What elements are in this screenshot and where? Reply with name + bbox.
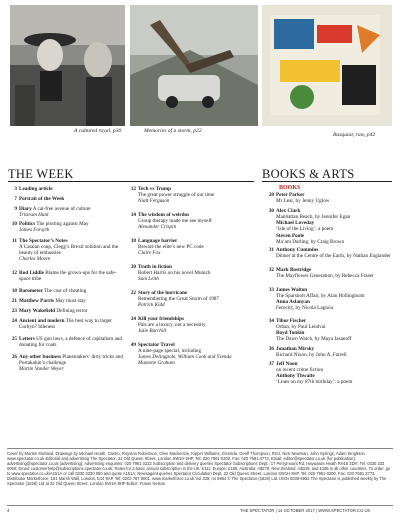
toc-entry-politics[interactable]: 10 Politics The plotting against May James Forsyth: [11, 221, 89, 234]
books-arts-rule: [262, 181, 392, 182]
credits-rule: [7, 448, 393, 449]
books-entry-jonathan-mirsky[interactable]: 36 Jonathan Mirsky Richard Nixon, by John A. Farrell: [268, 346, 347, 359]
books-entry-alex-clark[interactable]: 30 Alex Clark Manhattan Beach, by Jennifer Egan Michael Loveday ‘Isle of the Living’: a poem: [268, 208, 351, 233]
toc-entry-ancient-modern[interactable]: 24 Ancient and modern The best way to target Corbyn? Idleness: [11, 318, 112, 331]
toc-entry-leading-article[interactable]: 3 Leading article: [14, 186, 53, 192]
toc-entry-spectators-notes[interactable]: 11 The Spectator’s Notes A Catalan coup, Clegg’s Brexit solution and the beauty of embassies Charles Moore: [12, 238, 119, 263]
books-entry-anthony-cummins[interactable]: 31 Anthony Cummins Dinner at the Centre of the Earth, by Nathan Englander: [268, 247, 391, 260]
credits-text: Cover by Morten Morland. Drawings by Michael Heath, Castro, Royston Robertson, Clive Mackenzie, Kipper Williams, Grizelda, Geoff Thompson, RGJ, Nick Newman, John Springs, Adam Singleton www.spectator.co.uk Editorial and advertising The Spectator, 22 Old Queen Street, London SW1H 9HP, Tel: 020 7961 0200, Fax: 020 7681 3773, Email: editor@spectator.co.uk (for publication); advertising@spectator.co.uk (advertising); Advertising enquiries: 020 7961 0222 Subscription and delivery queries Spectator Subscriptions Dept., 17 Perrymount Rd, Haywards Heath RH16 3DH; Tel: 0330 333 0050; Email: customerhelp@subscriptions.spectator.co.uk; Rates for a basic annual subscription in the UK: £111; Europe: £185; Australia: A$279; New Zealand: A$349; and £195 in all other countries. To order, go to www.spectator.co.uk/A151A or call 0330 3330 050 and quote A151A; Newsagent queries Spectator Circulation Dept, 22 Old Queen Street, London SW1H 9HP, Tel: 020 7961 0200, Fax: 020 7681 3773. Distributor Marketforce, 161 Marsh Wall, London, E14 9AP. Tel: 0203 787 9001. www.marketforce.co.uk Vol 335; no 9864 © The Spectator (1828) Ltd. ISSN 0038-6952 The Spectator is published weekly by The Spectator (1828) Ltd at 22 Old Queen Street, London SW1H 9HP Editor: Fraser Nelson: [7, 451, 391, 486]
toc-entry-any-other-business[interactable]: 26 Any other business Planemakers’ dirty tricks and Portakabin’s challenge Martin Vander Weyer: [11, 354, 123, 373]
books-entry-jeff-noon[interactable]: 37 Jeff Noon on recent crime fiction Anthony Thwaite ‘Lines on my 87th birthday’: a poem: [268, 361, 353, 386]
toc-entry-tech-vs-trump[interactable]: 12 Tech vs Trump The great power struggle of our time Niall Ferguson: [130, 186, 215, 205]
toc-entry-diary[interactable]: 9 Diary A cat-free avenue of culture Tristram Hunt: [14, 206, 91, 219]
royal-photo: [10, 5, 125, 126]
toc-entry-language-barrier[interactable]: 18 Language barrier Beware the elite’s new PC code Claire Fox: [130, 238, 204, 257]
books-entry-mark-bostridge[interactable]: 32 Mark Bostridge The Mayflower Generation, by Rebecca Fraser: [268, 267, 374, 280]
storm-caption: Memories of a storm, p22: [144, 128, 202, 134]
issue-info: THE SPECTATOR | 14 OCTOBER 2017 | WWW.SPECTATOR.CO.UK: [240, 508, 371, 513]
storm-photo: [130, 5, 258, 126]
the-week-rule: [8, 181, 254, 182]
toc-entry-story-of-hurricane[interactable]: 22 Story of the hurricane Remembering the Great Storm of 1987 Patrick Kidd: [130, 290, 220, 309]
basquiat-caption: Basquiat, raw, p42: [333, 132, 376, 138]
books-arts-header: BOOKS & ARTS: [262, 167, 355, 181]
the-week-header: THE WEEK: [8, 167, 74, 181]
toc-entry-kill-friendships[interactable]: 24 Kill your friendships Pals are a luxury, not a necessity Julie Burchill: [130, 316, 206, 335]
toc-entry-wisdom-of-weirdos[interactable]: 14 The wisdom of weirdos Group therapy made me see myself Alexander Crispin: [130, 212, 212, 231]
books-entry-james-walton[interactable]: 33 James Walton The Sparsholt Affair, by Alan Hollinghurst Anna Aslanyan Ferocity, by Nicola Lagioia: [268, 287, 365, 312]
books-subheader: BOOKS: [279, 185, 301, 191]
toc-entry-spectator-travel[interactable]: 49 Spectator Travel A nine-page special, including James Delingpole, William Cook and Ysenda Maxtone Graham: [130, 342, 232, 367]
toc-entry-mary-wakefield[interactable]: 23 Mary Wakefield Defining terror: [11, 308, 88, 314]
footer-rule: [7, 505, 393, 506]
toc-entry-letters[interactable]: 25 Letters US gun laws, a defence of capitalism and donating fur coats: [11, 336, 122, 349]
toc-entry-rod-liddle[interactable]: 12 Rod Liddle Blame the grown-ups for the safe-space tribe: [11, 270, 117, 283]
books-entry-peter-parker[interactable]: 28 Peter Parker Mr Lear, by Jenny Uglow: [268, 192, 330, 205]
books-entry-tibor-fischer[interactable]: 34 Tibor Fischer Orban, by Paul Lendvai Boyd Tonkin The Dawn Watch, by Maya Jasanoff: [268, 318, 352, 343]
books-entry-steven-poole[interactable]: Steven Poole Ma’am Darling, by Craig Brown: [276, 233, 345, 246]
toc-entry-barometer[interactable]: 18 Barometer The cost of cheating: [11, 288, 87, 294]
toc-entry-truth-in-fiction[interactable]: 20 Truth in fiction Robert Harris on his novel Munich Sam Leith: [130, 264, 211, 283]
basquiat-photo: [262, 5, 392, 126]
royal-caption: A cultured royal, p30: [74, 128, 122, 134]
toc-entry-matthew-parris[interactable]: 21 Matthew Parris May must stay: [11, 298, 86, 304]
page-number: 4: [7, 508, 10, 513]
toc-entry-portrait[interactable]: 7 Portrait of the Week: [14, 196, 65, 202]
